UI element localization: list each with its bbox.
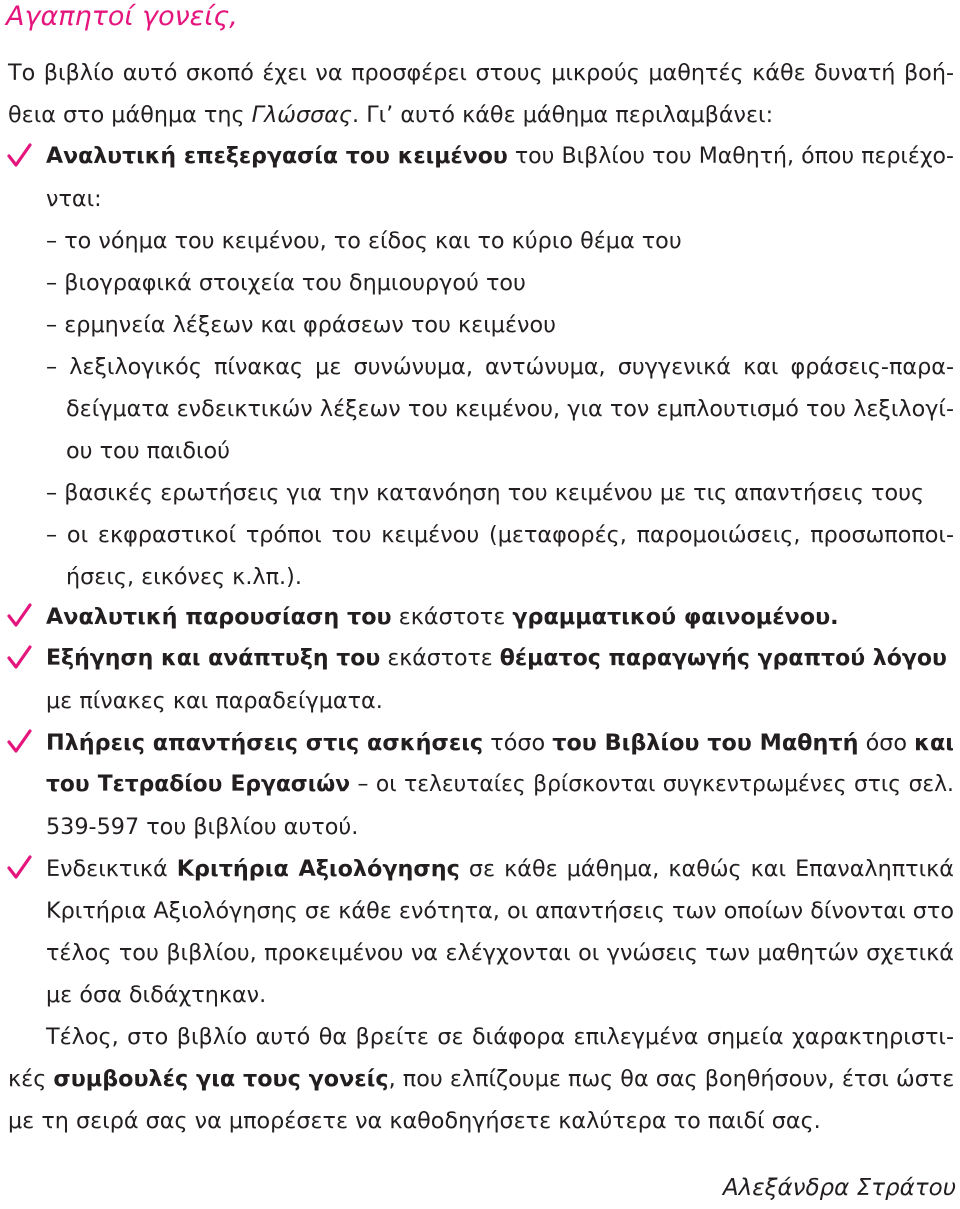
item1-sub-6-line-2: ήσεις, εικόνες κ.λπ.). xyxy=(66,564,302,590)
item4-line-2: του Τετραδίου Εργασιών – οι τελευταίες βρίσκονται συγκεντρωμένες στις σελ. xyxy=(46,772,954,797)
item1-line-1: Αναλυτική επεξεργασία του κειμένου του Βιβλίου του Μαθητή, όπου περιέχο- xyxy=(46,144,954,169)
item5-line-2: Κριτήρια Αξιολόγησης σε κάθε ενότητα, οι απαντήσεις των οποίων δίνονται στο xyxy=(46,898,954,924)
check-icon xyxy=(7,726,33,756)
item2-line-1: Αναλυτική παρουσίαση του εκάστοτε γραμματικού φαινομένου. xyxy=(46,604,839,630)
item1-sub-3: – ερμηνεία λέξεων και φράσεων του κειμένου xyxy=(46,312,556,338)
subject-name: Γλώσσας xyxy=(251,102,353,128)
item1-sub-4-line-2: δείγματα ενδεικτικών λέξεων του κειμένου, για τον εμπλουτισμό του λεξιλογί- xyxy=(66,396,954,422)
check-icon xyxy=(7,140,33,170)
item5-line-4: με όσα διδάχτηκαν. xyxy=(46,982,267,1008)
item1-sub-4-line-1: – λεξιλογικός πίνακας με συνώνυμα, αντώνυμα, συγγενικά και φράσεις-παρα- xyxy=(46,354,954,380)
item1-sub-6-line-1: – οι εκφραστικοί τρόποι του κειμένου (μεταφορές, παρομοιώσεις, προσωποποι- xyxy=(46,522,954,548)
intro-line-2: θεια στο μάθημα της Γλώσσας. Γι’ αυτό κάθε μάθημα περιλαμβάνει: xyxy=(8,102,774,128)
item1-sub-1: – το νόημα του κειμένου, το είδος και το κύριο θέμα του xyxy=(46,228,682,254)
item1-sub-5: – βασικές ερωτήσεις για την κατανόηση του κειμένου με τις απαντήσεις τους xyxy=(46,480,925,506)
item4-line-1: Πλήρεις απαντήσεις στις ασκήσεις τόσο του Βιβλίου του Μαθητή όσο και xyxy=(46,730,954,756)
item3-line-1: Εξήγηση και ανάπτυξη του εκάστοτε θέματος παραγωγής γραπτού λόγου xyxy=(46,646,947,671)
intro-line-1: Το βιβλίο αυτό σκοπό έχει να προσφέρει στους μικρούς μαθητές κάθε δυνατή βοή- xyxy=(8,60,954,86)
check-icon xyxy=(7,600,33,630)
item5-line-3: τέλος του βιβλίου, προκειμένου να ελέγχονται οι γνώσεις των μαθητών σχετικά xyxy=(46,940,954,966)
item5-line-1: Ενδεικτικά Κριτήρια Αξιολόγησης σε κάθε μάθημα, καθώς και Επαναληπτικά xyxy=(46,856,954,882)
closing-line-1: Τέλος, στο βιβλίο αυτό θα βρείτε σε διάφορα επιλεγμένα σημεία χαρακτηριστι- xyxy=(46,1024,954,1050)
item1-line-2: νται: xyxy=(46,186,102,212)
check-icon xyxy=(7,642,33,672)
closing-line-3: με τη σειρά σας να μπορέσετε να καθοδηγήσετε καλύτερα το παιδί σας. xyxy=(8,1108,821,1134)
check-icon xyxy=(7,852,33,882)
item3-line-2: με πίνακες και παραδείγματα. xyxy=(46,688,383,714)
item4-line-3: 539-597 του βιβλίου αυτού. xyxy=(46,814,359,840)
item1-sub-4-line-3: ου του παιδιού xyxy=(66,438,231,464)
signature: Αλεξάνδρα Στράτου xyxy=(722,1175,956,1201)
closing-line-2: κές συμβουλές για τους γονείς, που ελπίζουμε πως θα σας βοηθήσουν, έτσι ώστε xyxy=(8,1066,955,1092)
page-title: Αγαπητοί γονείς, xyxy=(6,1,238,32)
item1-sub-2: – βιογραφικά στοιχεία του δημιουργού του xyxy=(46,270,526,296)
